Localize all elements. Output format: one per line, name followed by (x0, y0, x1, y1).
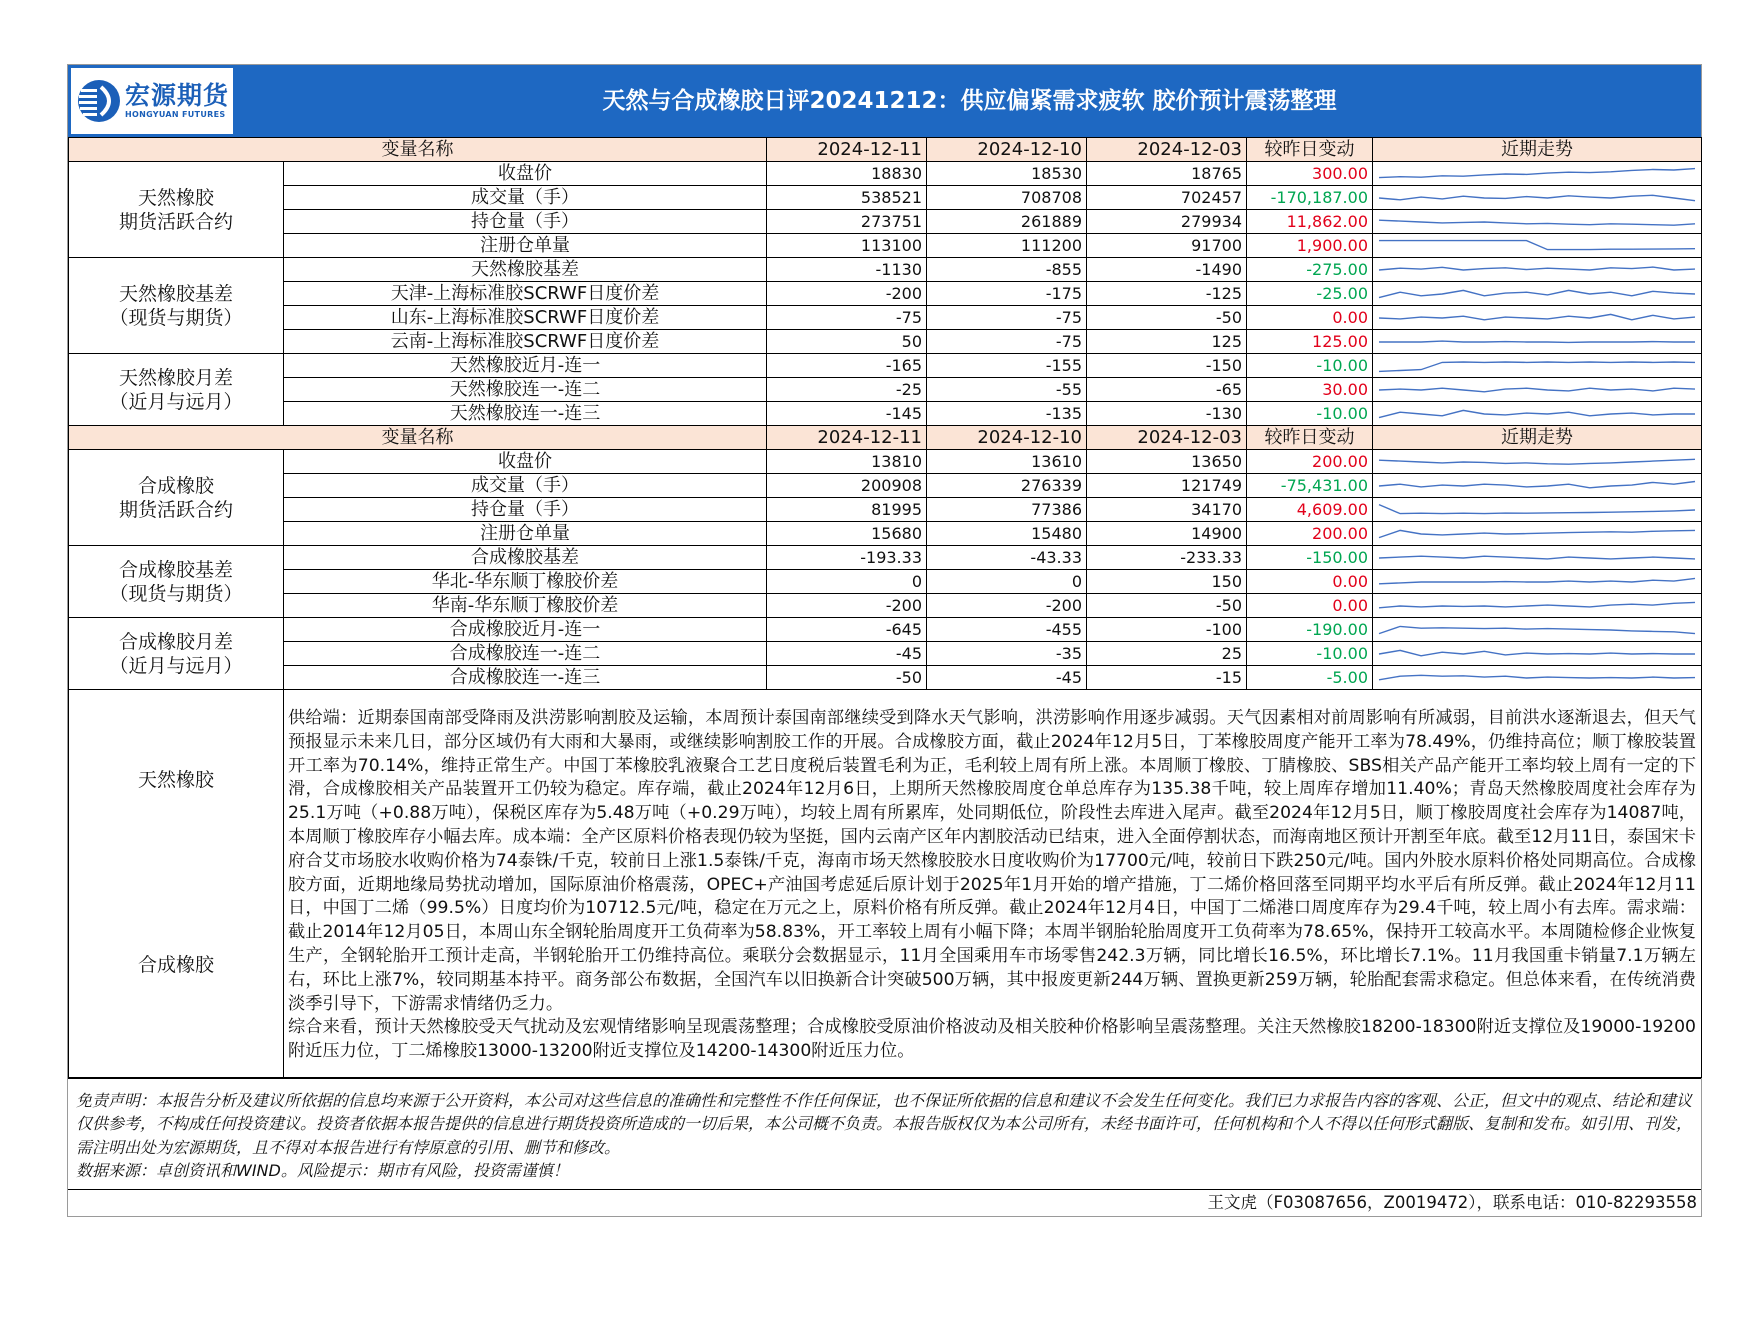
table-row (69, 282, 1702, 306)
variable-name: 天然橡胶连一-连三 (284, 402, 767, 426)
trend-sparkline (1377, 187, 1697, 209)
table-row (69, 258, 1702, 282)
daily-change: -5.00 (1247, 666, 1373, 690)
table-row (69, 402, 1702, 426)
commentary-paragraph: 供给端：近期泰国南部受降雨及洪涝影响割胶及运输，本周预计泰国南部继续受到降水天气影响，洪涝影响作用逐步减弱。天气因素相对前周影响有所减弱，目前洪水逐渐退去，但天气预报显示未来几日，部分区域仍有大雨和大暴雨，或继续影响割胶工作的开展。合成橡胶方面，截止2024年12月5日，丁苯橡胶周度产能开工率为78.49%，仍维持高位；顺丁橡胶装置开工率为70.14%，维持正常生产。中国丁苯橡胶乳液聚合工艺日度税后装置毛利为正，毛利较上周有所上涨。本周顺丁橡胶、丁腈橡胶、SBS相关产品产能开工率均较上周有一定的下滑，合成橡胶相关产品装置开工仍较为稳定。库存端，截止2024年12月6日，上期所天然橡胶周度仓单总库存为135.38千吨，较上周库存增加11.40%；青岛天然橡胶周度社会库存为25.1万吨（+0.88万吨），保税区库存为5.48万吨（+0.29万吨），均较上周有所累库，处同期低位，阶段性去库进入尾声。截至2024年12月5日，顺丁橡胶周度社会库存为14087吨，本周顺丁橡胶库存小幅去库。成本端：全产区原料价格表现仍较为坚挺，国内云南产区年内割胶活动已结束，进入全面停割状态，而海南地区预计开割至年底。截至12月11日，泰国宋卡府合艾市场胶水收购价格为74泰铢/千克，较前日上涨1.5泰铢/千克，海南市场天然橡胶胶水日度收购价为17700元/吨，较前日下跌250元/吨。国内外胶水原料价格处同期高位。合成橡胶方面，近期地缘局势扰动增加，国际原油价格震荡，OPEC+产油国考虑延后原计划于2025年1月开始的增产措施，丁二烯价格回落至同期平均水平后有所反弹。截止2024年12月11日，中国丁二烯（99.5%）日度均价为10712.5元/吨，稳定在万元之上，原料价格有所反弹。截止2024年12月4日，中国丁二烯港口周度库存为29.4千吨，较上周小有去库。需求端：截止2014年12月05日，本周山东全钢轮胎周度开工负荷率为58.83%，开工率较上周有小幅下降；本周半钢胎轮胎周度开工负荷率为78.65%，保持开工较高水平。本周随检修企业恢复生产，全钢轮胎开工预计走高，半钢轮胎开工仍维持高位。乘联分会数据显示，11月全国乘用车市场零售242.3万辆，同比增长16.5%，环比增长7.1%。11月我国重卡销量7.1万辆左右，环比上涨7%，较同期基本持平。商务部公布数据，全国汽车以旧换新合计突破500万辆，其中报废更新244万辆、置换更新259万辆，轮胎配套需求稳定。但总体来看，在传统消费淡季引导下，下游需求情绪仍乏力。 (288, 708, 1696, 1014)
value-date-2: -75 (927, 306, 1087, 330)
value-date-3: -50 (1087, 594, 1247, 618)
daily-change-header: 较昨日变动 (1247, 138, 1373, 162)
recent-trend-header: 近期走势 (1373, 138, 1702, 162)
group-label-line: 合成橡胶 (137, 474, 214, 497)
table-row (69, 186, 1702, 210)
variable-name: 持仓量（手） (284, 210, 767, 234)
variable-name-header: 变量名称 (69, 426, 767, 450)
trend-sparkline (1377, 523, 1697, 545)
table-row (69, 642, 1702, 666)
trend-line (1379, 578, 1695, 583)
daily-change: 4,609.00 (1247, 498, 1373, 522)
table-row (69, 498, 1702, 522)
trend-line (1379, 459, 1695, 464)
trend-line (1379, 675, 1695, 680)
group-label (69, 162, 284, 258)
value-date-2: -200 (927, 594, 1087, 618)
daily-change: -10.00 (1247, 402, 1373, 426)
trend-sparkline (1377, 307, 1697, 329)
trend-line (1379, 220, 1695, 225)
value-date-1: -50 (767, 666, 927, 690)
recent-trend (1373, 258, 1702, 282)
variable-name: 成交量（手） (284, 474, 767, 498)
value-date-3: -65 (1087, 378, 1247, 402)
data-source-risk-note: 数据来源：卓创资讯和WIND。风险提示：期市有风险，投资需谨慎！ (76, 1161, 569, 1181)
daily-change: 200.00 (1247, 522, 1373, 546)
trend-sparkline (1377, 355, 1697, 377)
trend-sparkline (1377, 667, 1697, 689)
trend-line (1379, 504, 1695, 513)
value-date-3: -1490 (1087, 258, 1247, 282)
trend-sparkline (1377, 643, 1697, 665)
value-date-3: -15 (1087, 666, 1247, 690)
trend-sparkline (1377, 595, 1697, 617)
variable-name: 持仓量（手） (284, 498, 767, 522)
logo-text (125, 82, 229, 120)
daily-change: -10.00 (1247, 642, 1373, 666)
value-date-1: 13810 (767, 450, 927, 474)
value-date-1: 50 (767, 330, 927, 354)
recent-trend (1373, 210, 1702, 234)
variable-name: 合成橡胶近月-连一 (284, 618, 767, 642)
recent-trend-header: 近期走势 (1373, 426, 1702, 450)
report-title: 天然与合成橡胶日评20241212：供应偏紧需求疲软 胶价预计震荡整理 (602, 88, 1337, 114)
value-date-2: 13610 (927, 450, 1087, 474)
table-row (69, 450, 1702, 474)
trend-line (1379, 290, 1695, 297)
recent-trend (1373, 666, 1702, 690)
value-date-3: -100 (1087, 618, 1247, 642)
trend-line (1379, 168, 1695, 177)
table-row (69, 546, 1702, 570)
trend-sparkline (1377, 283, 1697, 305)
recent-trend (1373, 522, 1702, 546)
value-date-2: -75 (927, 330, 1087, 354)
trend-line (1379, 530, 1695, 537)
value-date-3: -130 (1087, 402, 1247, 426)
table-row (69, 594, 1702, 618)
recent-trend (1373, 282, 1702, 306)
value-date-2: -55 (927, 378, 1087, 402)
group-label-line: 期货活跃合约 (118, 210, 233, 233)
value-date-3: 279934 (1087, 210, 1247, 234)
daily-change: 0.00 (1247, 594, 1373, 618)
daily-change: 1,900.00 (1247, 234, 1373, 258)
value-date-1: -45 (767, 642, 927, 666)
table-row (69, 666, 1702, 690)
value-date-1: 113100 (767, 234, 927, 258)
value-date-3: 34170 (1087, 498, 1247, 522)
trend-line (1379, 362, 1695, 371)
group-label-line: 期货活跃合约 (118, 498, 233, 521)
value-date-1: 538521 (767, 186, 927, 210)
value-date-2: -175 (927, 282, 1087, 306)
variable-name: 注册仓单量 (284, 234, 767, 258)
trend-line (1379, 388, 1695, 392)
variable-name: 注册仓单量 (284, 522, 767, 546)
daily-change: -75,431.00 (1247, 474, 1373, 498)
daily-change: -10.00 (1247, 354, 1373, 378)
variable-name: 天津-上海标准胶SCRWF日度价差 (284, 282, 767, 306)
value-date-2: -455 (927, 618, 1087, 642)
group-label-line: （近月与远月） (109, 654, 243, 677)
daily-change: -25.00 (1247, 282, 1373, 306)
variable-name: 华北-华东顺丁橡胶价差 (284, 570, 767, 594)
value-date-3: 702457 (1087, 186, 1247, 210)
table-row (69, 162, 1702, 186)
value-date-2: -135 (927, 402, 1087, 426)
variable-name: 成交量（手） (284, 186, 767, 210)
recent-trend (1373, 450, 1702, 474)
value-date-1: -193.33 (767, 546, 927, 570)
group-label-line: 合成橡胶基差 (118, 558, 233, 581)
value-date-1: -145 (767, 402, 927, 426)
value-date-2: 0 (927, 570, 1087, 594)
value-date-2: -45 (927, 666, 1087, 690)
disclaimer (68, 1078, 1701, 1189)
table-row (69, 330, 1702, 354)
variable-name: 云南-上海标准胶SCRWF日度价差 (284, 330, 767, 354)
value-date-2: 708708 (927, 186, 1087, 210)
variable-name: 合成橡胶基差 (284, 546, 767, 570)
trend-line (1379, 626, 1695, 633)
group-label (69, 450, 284, 546)
recent-trend (1373, 474, 1702, 498)
variable-name: 收盘价 (284, 162, 767, 186)
trend-line (1379, 481, 1695, 487)
trend-line (1379, 556, 1695, 559)
recent-trend (1373, 162, 1702, 186)
group-label-line: （现货与期货） (109, 306, 243, 329)
logo-name-cn: 宏源期货 (125, 81, 230, 110)
commentary-summary: 综合来看，预计天然橡胶受天气扰动及宏观情绪影响呈现震荡整理；合成橡胶受原油价格波动及相关胶种价格影响呈震荡整理。关注天然橡胶18200-18300附近支撑位及19000-19200附近压力位，丁二烯橡胶13000-13200附近支撑位及14200-14300附近压力位。 (288, 1017, 1696, 1062)
value-date-3: -150 (1087, 354, 1247, 378)
data-table (68, 137, 1702, 1078)
group-label-line: 合成橡胶月差 (118, 630, 233, 653)
value-date-3: 25 (1087, 642, 1247, 666)
market-commentary (284, 690, 1702, 1078)
value-date-1: -200 (767, 282, 927, 306)
trend-line (1379, 650, 1695, 655)
daily-change: -190.00 (1247, 618, 1373, 642)
value-date-2: 276339 (927, 474, 1087, 498)
group-label-line: （现货与期货） (109, 582, 243, 605)
recent-trend (1373, 186, 1702, 210)
variable-name-header: 变量名称 (69, 138, 767, 162)
company-logo (71, 68, 233, 134)
trend-sparkline (1377, 211, 1697, 233)
trend-sparkline (1377, 619, 1697, 641)
group-label-line: （近月与远月） (109, 390, 243, 413)
value-date-1: -645 (767, 618, 927, 642)
value-date-3: 13650 (1087, 450, 1247, 474)
commentary-row (69, 690, 1702, 1078)
trend-sparkline (1377, 475, 1697, 497)
trend-sparkline (1377, 379, 1697, 401)
commentary-labels (69, 690, 284, 1078)
value-date-1: -25 (767, 378, 927, 402)
recent-trend (1373, 642, 1702, 666)
group-label (69, 618, 284, 690)
value-date-3: 150 (1087, 570, 1247, 594)
value-date-1: 15680 (767, 522, 927, 546)
trend-sparkline (1377, 451, 1697, 473)
trend-sparkline (1377, 331, 1697, 353)
trend-line (1379, 314, 1695, 319)
date-3-header: 2024-12-03 (1087, 426, 1247, 450)
table-header-row (69, 426, 1702, 450)
trend-sparkline (1377, 163, 1697, 185)
value-date-3: 91700 (1087, 234, 1247, 258)
daily-change: 300.00 (1247, 162, 1373, 186)
value-date-3: 14900 (1087, 522, 1247, 546)
variable-name: 合成橡胶连一-连二 (284, 642, 767, 666)
value-date-3: -233.33 (1087, 546, 1247, 570)
date-3-header: 2024-12-03 (1087, 138, 1247, 162)
value-date-2: -155 (927, 354, 1087, 378)
trend-line (1379, 410, 1695, 417)
value-date-2: 18530 (927, 162, 1087, 186)
trend-line (1379, 341, 1695, 342)
table-row (69, 522, 1702, 546)
recent-trend (1373, 330, 1702, 354)
trend-sparkline (1377, 547, 1697, 569)
value-date-2: 15480 (927, 522, 1087, 546)
value-date-1: 18830 (767, 162, 927, 186)
daily-change-header: 较昨日变动 (1247, 426, 1373, 450)
value-date-1: 273751 (767, 210, 927, 234)
disclaimer-text: 免责声明：本报告分析及建议所依据的信息均来源于公开资料，本公司对这些信息的准确性和完整性不作任何保证，也不保证所依据的信息和建议不会发生任何变化。我们已力求报告内容的客观、公正，但文中的观点、结论和建议仅供参考，不构成任何投资建议。投资者依据本报告提供的信息进行期货投资所造成的一切后果，本公司概不负责。本报告版权仅为本公司所有，未经书面许可，任何机构和个人不得以任何形式翻版、复制和发布。如引用、刊发，需注明出处为宏源期货，且不得对本报告进行有悖原意的引用、删节和修改。 (76, 1090, 1693, 1157)
daily-change: 125.00 (1247, 330, 1373, 354)
trend-sparkline (1377, 259, 1697, 281)
daily-change: 200.00 (1247, 450, 1373, 474)
table-row (69, 570, 1702, 594)
value-date-1: -165 (767, 354, 927, 378)
value-date-3: 121749 (1087, 474, 1247, 498)
group-label-line: 天然橡胶基差 (118, 282, 233, 305)
variable-name: 合成橡胶连一-连三 (284, 666, 767, 690)
variable-name: 天然橡胶连一-连二 (284, 378, 767, 402)
value-date-3: -50 (1087, 306, 1247, 330)
value-date-2: -35 (927, 642, 1087, 666)
table-row (69, 210, 1702, 234)
group-label-line: 天然橡胶月差 (118, 366, 233, 389)
table-header-row (69, 138, 1702, 162)
recent-trend (1373, 306, 1702, 330)
table-row (69, 378, 1702, 402)
recent-trend (1373, 618, 1702, 642)
value-date-2: -43.33 (927, 546, 1087, 570)
trend-sparkline (1377, 403, 1697, 425)
recent-trend (1373, 594, 1702, 618)
trend-line (1379, 267, 1695, 270)
table-row (69, 234, 1702, 258)
table-row (69, 354, 1702, 378)
date-1-header: 2024-12-11 (767, 426, 927, 450)
hongyuan-logo-icon (77, 79, 121, 123)
recent-trend (1373, 234, 1702, 258)
value-date-1: -1130 (767, 258, 927, 282)
recent-trend (1373, 378, 1702, 402)
value-date-2: 111200 (927, 234, 1087, 258)
daily-change: 0.00 (1247, 570, 1373, 594)
value-date-1: -75 (767, 306, 927, 330)
value-date-3: 125 (1087, 330, 1247, 354)
daily-change: 0.00 (1247, 306, 1373, 330)
variable-name: 华南-华东顺丁橡胶价差 (284, 594, 767, 618)
logo-name-en: HONGYUAN FUTURES (125, 110, 226, 119)
daily-change: 11,862.00 (1247, 210, 1373, 234)
recent-trend (1373, 498, 1702, 522)
table-row (69, 474, 1702, 498)
recent-trend (1373, 570, 1702, 594)
trend-sparkline (1377, 235, 1697, 257)
group-label (69, 258, 284, 354)
variable-name: 山东-上海标准胶SCRWF日度价差 (284, 306, 767, 330)
recent-trend (1373, 402, 1702, 426)
trend-line (1379, 240, 1695, 249)
trend-line (1379, 195, 1695, 200)
daily-change: 30.00 (1247, 378, 1373, 402)
daily-change: -275.00 (1247, 258, 1373, 282)
daily-change: -170,187.00 (1247, 186, 1373, 210)
value-date-2: -855 (927, 258, 1087, 282)
value-date-3: 18765 (1087, 162, 1247, 186)
table-row (69, 306, 1702, 330)
recent-trend (1373, 546, 1702, 570)
group-label (69, 546, 284, 618)
value-date-2: 77386 (927, 498, 1087, 522)
date-1-header: 2024-12-11 (767, 138, 927, 162)
variable-name: 天然橡胶基差 (284, 258, 767, 282)
report-header (68, 65, 1701, 137)
trend-sparkline (1377, 499, 1697, 521)
recent-trend (1373, 354, 1702, 378)
value-date-2: 261889 (927, 210, 1087, 234)
commentary-label-synthetic: 合成橡胶 (137, 954, 214, 976)
value-date-1: 200908 (767, 474, 927, 498)
date-2-header: 2024-12-10 (927, 138, 1087, 162)
commentary-label-natural: 天然橡胶 (137, 769, 214, 791)
value-date-1: 81995 (767, 498, 927, 522)
variable-name: 天然橡胶近月-连一 (284, 354, 767, 378)
value-date-1: -200 (767, 594, 927, 618)
analyst-contact: 王文虎（F03087656，Z0019472），联系电话：010-82293558 (68, 1189, 1701, 1216)
table-row (69, 618, 1702, 642)
trend-sparkline (1377, 571, 1697, 593)
value-date-3: -125 (1087, 282, 1247, 306)
trend-line (1379, 602, 1695, 607)
variable-name: 收盘价 (284, 450, 767, 474)
daily-change: -150.00 (1247, 546, 1373, 570)
value-date-1: 0 (767, 570, 927, 594)
group-label (69, 354, 284, 426)
group-label-line: 天然橡胶 (137, 186, 214, 209)
report-sheet (67, 64, 1702, 1217)
date-2-header: 2024-12-10 (927, 426, 1087, 450)
